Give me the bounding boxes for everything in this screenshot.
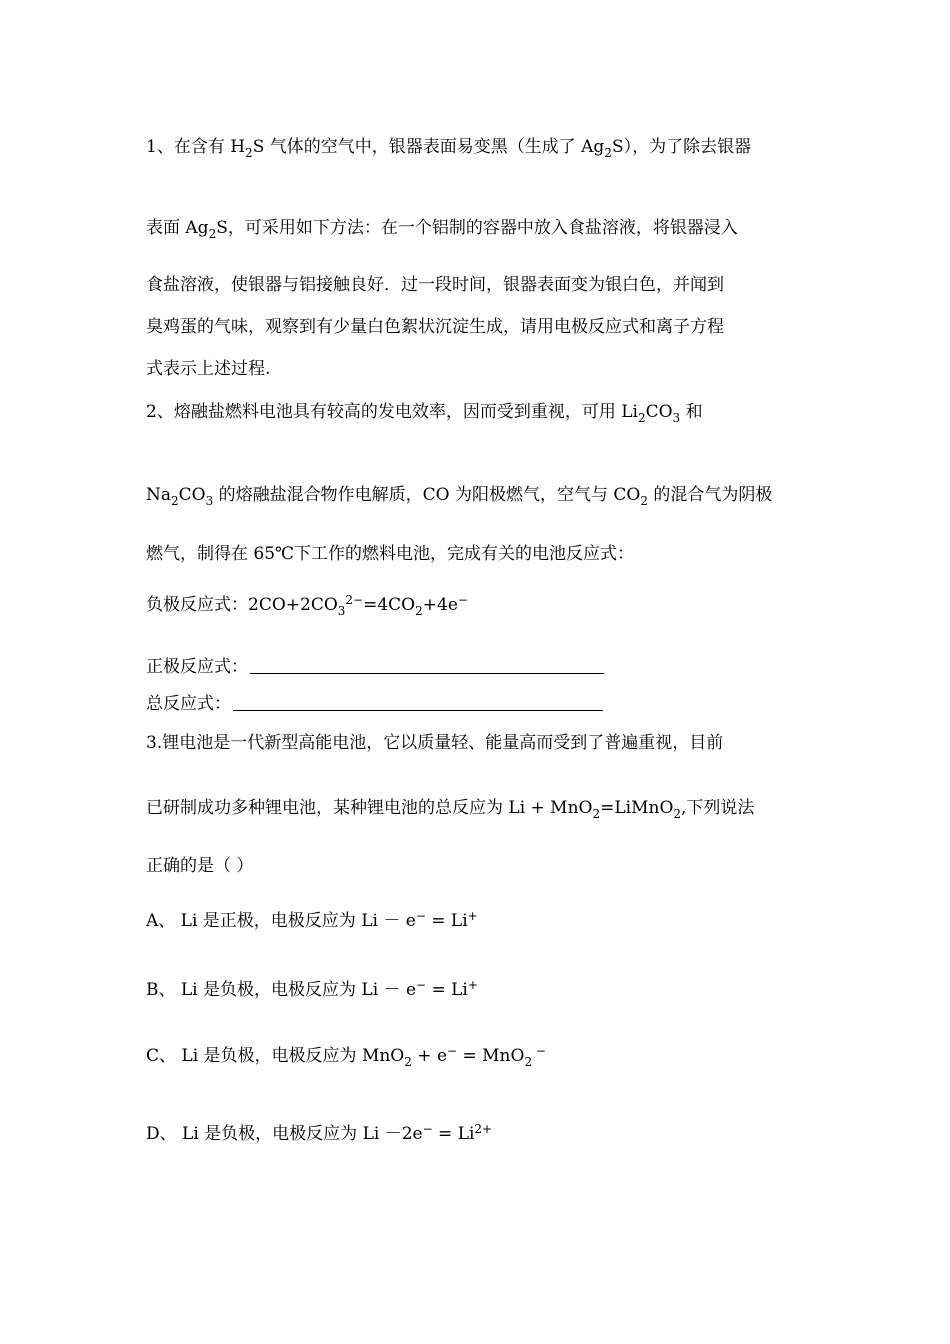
q3-line-2: 已研制成功多种锂电池，某种锂电池的总反应为 Li + MnO$_2$=LiMnO$_2$,下列说法 <box>146 798 755 821</box>
q3-line-1: 3.锂电池是一代新型高能电池，它以质量轻、能量高而受到了普遍重视，目前 <box>146 733 724 753</box>
total-reaction-line <box>146 694 603 714</box>
option-b[interactable]: B、 Li 是负极，电极反应为 Li － e− = Li+ <box>146 978 478 1000</box>
q1-line-3: 食盐溶液，使银器与铝接触良好．过一段时间，银器表面变为银白色，并闻到 <box>146 275 724 295</box>
total-reaction-blank[interactable] <box>233 694 603 711</box>
q3-line-3: 正确的是（ ） <box>146 856 254 876</box>
positive-electrode-line <box>146 657 604 677</box>
q2-line-3: 燃气，制得在 65℃下工作的燃料电池，完成有关的电池反应式： <box>146 544 635 564</box>
negative-electrode-equation: 负极反应式：$2CO+2CO_3^{2-}=4CO_2+4e^-$ <box>146 593 468 618</box>
q2-line-1: 2、熔融盐燃料电池具有较高的发电效率，因而受到重视，可用 $Li_2CO_3$ 和 <box>146 402 703 425</box>
q1-line-4: 臭鸡蛋的气味，观察到有少量白色絮状沉淀生成，请用电极反应式和离子方程 <box>146 317 724 337</box>
q1-line-1: 1、在含有 $H_2S$ 气体的空气中，银器表面易变黑（生成了 $Ag_2S$），为了除去银器 <box>146 137 752 160</box>
positive-electrode-blank[interactable] <box>250 657 604 674</box>
option-d[interactable]: D、 Li 是负极，电极反应为 $Li -2e^- = Li^{2+}$ <box>146 1122 493 1144</box>
q1-line-5: 式表示上述过程. <box>146 359 271 379</box>
option-a[interactable]: A、 Li 是正极，电极反应为 Li － e− = Li+ <box>146 909 478 931</box>
q1-line-2: 表面 $Ag_2S$，可采用如下方法：在一个铝制的容器中放入食盐溶液，将银器浸入 <box>146 218 738 241</box>
option-c[interactable]: C、 Li 是负极，电极反应为 MnO$_2$ + e− = MnO$_2$ − <box>146 1044 546 1069</box>
total-reaction-label: 总反应式： <box>146 694 231 714</box>
positive-electrode-label: 正极反应式： <box>146 657 248 677</box>
q2-line-2: $Na_2CO_3$ 的熔融盐混合物作电解质，CO 为阳极燃气，空气与 $CO_2$ 的混合气为阴极 <box>146 485 773 508</box>
